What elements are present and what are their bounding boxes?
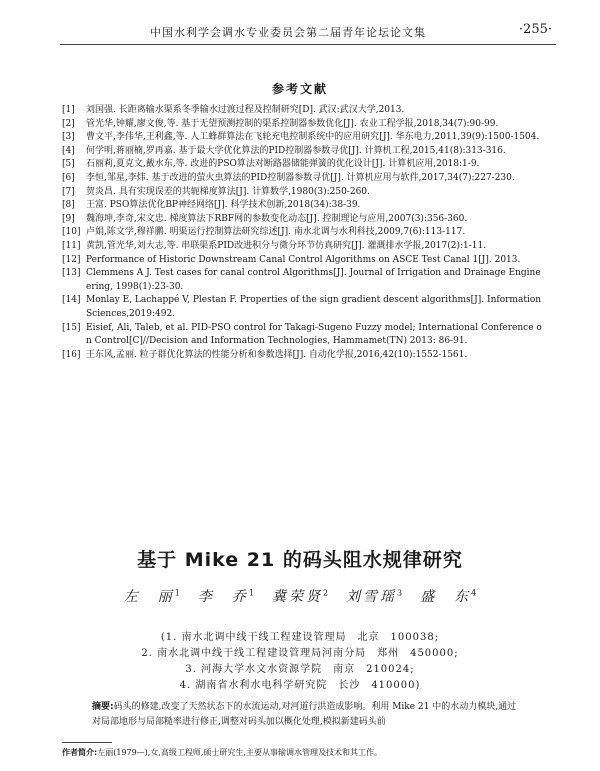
author-name: 李 乔 — [197, 589, 249, 605]
reference-number: [13] — [62, 268, 81, 279]
reference-text: 李恒,邹星,李炜. 基于改进的萤火虫算法的PID控制器参数寻优[J]. 计算机应用与软件,2017,34(7):227-230. — [86, 172, 515, 183]
abstract-label: 摘要: — [92, 702, 114, 712]
reference-item — [62, 131, 542, 145]
reference-text: 石丽莉,夏克文,戴水东,等. 改进的PSO算法对断路器储能弹簧的优化设计[J]. 计算机应用,2018:1-9. — [86, 159, 480, 170]
page-header — [0, 18, 600, 46]
reference-text: 王东风,孟丽. 粒子群优化算法的性能分析和参数选择[J]. 自动化学报,2016,42(10):1552-1561. — [86, 349, 468, 360]
reference-text: Performance of Historic Downstream Canal Control Algorithms on ASCE Test Canal 1[J]. 2013. — [86, 254, 521, 265]
references-heading: 参考文献 — [271, 82, 328, 96]
author-name: 冀荣贤 — [271, 589, 323, 605]
reference-item — [62, 240, 542, 254]
reference-item — [62, 145, 542, 159]
abstract-text: 码头的修建,改变了天然状态下的水流运动,对河道行洪造成影响。利用 Mike 21 中的水动力模块,通过对局部地形与局部糙率进行修正,调整对码头加以概化处理,模拟新建码头前 — [92, 702, 517, 727]
reference-number: [2] — [62, 118, 75, 129]
reference-number: [8] — [62, 200, 75, 211]
author-affiliation-mark: 1 — [248, 588, 254, 598]
author — [420, 589, 476, 605]
reference-number: [15] — [62, 322, 81, 333]
reference-text: 黄凯,管光华,刘大志,等. 串联渠系PID改进积分与微分环节仿真研究[J]. 灌溉排水学报,2017(2):1-11. — [86, 240, 487, 251]
reference-number: [1] — [62, 105, 75, 115]
abstract — [92, 700, 522, 730]
article-title: 基于 Mike 21 的码头阻水规律研究 — [137, 549, 463, 571]
reference-item — [62, 322, 542, 349]
author-line — [0, 586, 600, 606]
footnote-label: 作者简介: — [62, 748, 98, 757]
reference-number: [4] — [62, 145, 75, 156]
author — [198, 589, 254, 605]
reference-item — [62, 267, 542, 294]
reference-item — [62, 226, 542, 240]
reference-item — [62, 186, 542, 200]
reference-text: 卢娟,陈文学,穆祥鹏. 明渠运行控制算法研究综述[J]. 南水北调与水利科技,2009,7(6):113-117. — [86, 227, 466, 238]
author — [124, 589, 180, 605]
author — [272, 589, 328, 605]
affiliation-line: 2. 南水北调中线干线工程建设管理局河南分局 郑州 450000; — [141, 648, 459, 659]
author-name: 左 丽 — [123, 589, 175, 605]
author-name: 盛 东 — [420, 589, 472, 605]
reference-text: 王富. PSO算法优化BP神经网络[J]. 科学技术创新,2018(34):38-39. — [86, 200, 361, 211]
author-footnote — [62, 747, 562, 758]
references-list — [62, 104, 542, 362]
author-name: 刘雪瑶 — [346, 589, 398, 605]
reference-item — [62, 254, 542, 268]
reference-item — [62, 349, 542, 363]
reference-number: [9] — [62, 213, 75, 224]
reference-text: 刘国强. 长距离输水渠系冬季输水过渡过程及控制研究[D]. 武汉:武汉大学,2013. — [86, 105, 405, 115]
reference-text: 贺炎昌. 具有实现误差的共轭梯度算法[J]. 计算数学,1980(3):250-260. — [86, 186, 370, 197]
reference-item — [62, 118, 542, 132]
reference-text: Eisief, Ali, Taleb, et al. PID-PSO control for Takagi-Sugeno Fuzzy model; International Conference on Control[C]//Decision and Information Technologies, Hammamet(TN) 2013: 86-91. — [86, 322, 542, 347]
reference-text: Monlay E, Lachappé V, Plestan F. Properties of the sign gradient descent algorithms[J]. Information Sciences,2019:492. — [86, 295, 542, 319]
reference-number: [10] — [62, 227, 81, 238]
reference-number: [7] — [62, 186, 75, 197]
affiliation-line: 4. 湖南省水利水电科学研究院 长沙 410000) — [179, 680, 421, 691]
page-number: ·255· — [518, 22, 552, 37]
reference-text: 魏海坤,李奇,宋文忠. 梯度算法下RBF网的参数变化动态[J]. 控制理论与应用,2007(3):356-360. — [86, 213, 468, 224]
reference-number: [11] — [62, 240, 81, 251]
reference-number: [16] — [62, 349, 81, 360]
header-rule — [60, 44, 556, 45]
author-affiliation-mark: 2 — [322, 588, 329, 598]
affiliation-line: (1. 南水北调中线干线工程建设管理局 北京 100038; — [160, 632, 440, 643]
reference-item — [62, 294, 542, 321]
affiliations — [0, 630, 600, 694]
reference-number: [6] — [62, 172, 75, 183]
author — [346, 589, 402, 605]
footnote-rule — [62, 742, 112, 743]
reference-text: 何学明,蒋丽楠,罗再嘉. 基于最大学优化算法的PID控制器参数寻优[J]. 计算机工程,2015,41(8):313-316. — [86, 145, 506, 156]
running-title: 中国水利学会调水专业委员会第二届青年论坛论文集 — [150, 26, 426, 39]
author-affiliation-mark: 1 — [174, 588, 180, 598]
affiliation-line: 3. 河海大学水文水资源学院 南京 210024; — [185, 664, 415, 675]
author-affiliation-mark: 3 — [397, 588, 403, 598]
reference-number: [5] — [62, 159, 75, 170]
reference-text: Clemmens A J. Test cases for canal control Algorithms[J]. Journal of Irrigation and Drainage Engineering, 1998(1):23-30. — [86, 268, 541, 292]
reference-item — [62, 213, 542, 227]
reference-number: [3] — [62, 132, 75, 143]
reference-text: 曹文平,李伟华,王利鑫,等. 人工蜂群算法在飞轮充电控制系统中的应用研究[J]. 华东电力,2011,39(9):1500-1504. — [86, 132, 540, 143]
reference-text: 管光华,钟耀,廖文俊,等. 基于无望预测控制的渠系控制器参数优化[J]. 农业工程学报,2018,34(7):90-99. — [86, 118, 499, 129]
reference-number: [12] — [62, 254, 81, 265]
footnote-text: 左丽(1979—),女,高级工程师,硕士研究生,主要从事输调水管理及技术和其工作。 — [97, 748, 382, 757]
reference-item — [62, 172, 542, 186]
author-affiliation-mark: 4 — [471, 588, 477, 598]
reference-item — [62, 199, 542, 213]
reference-item — [62, 104, 542, 118]
reference-number: [14] — [62, 295, 81, 306]
reference-item — [62, 158, 542, 172]
